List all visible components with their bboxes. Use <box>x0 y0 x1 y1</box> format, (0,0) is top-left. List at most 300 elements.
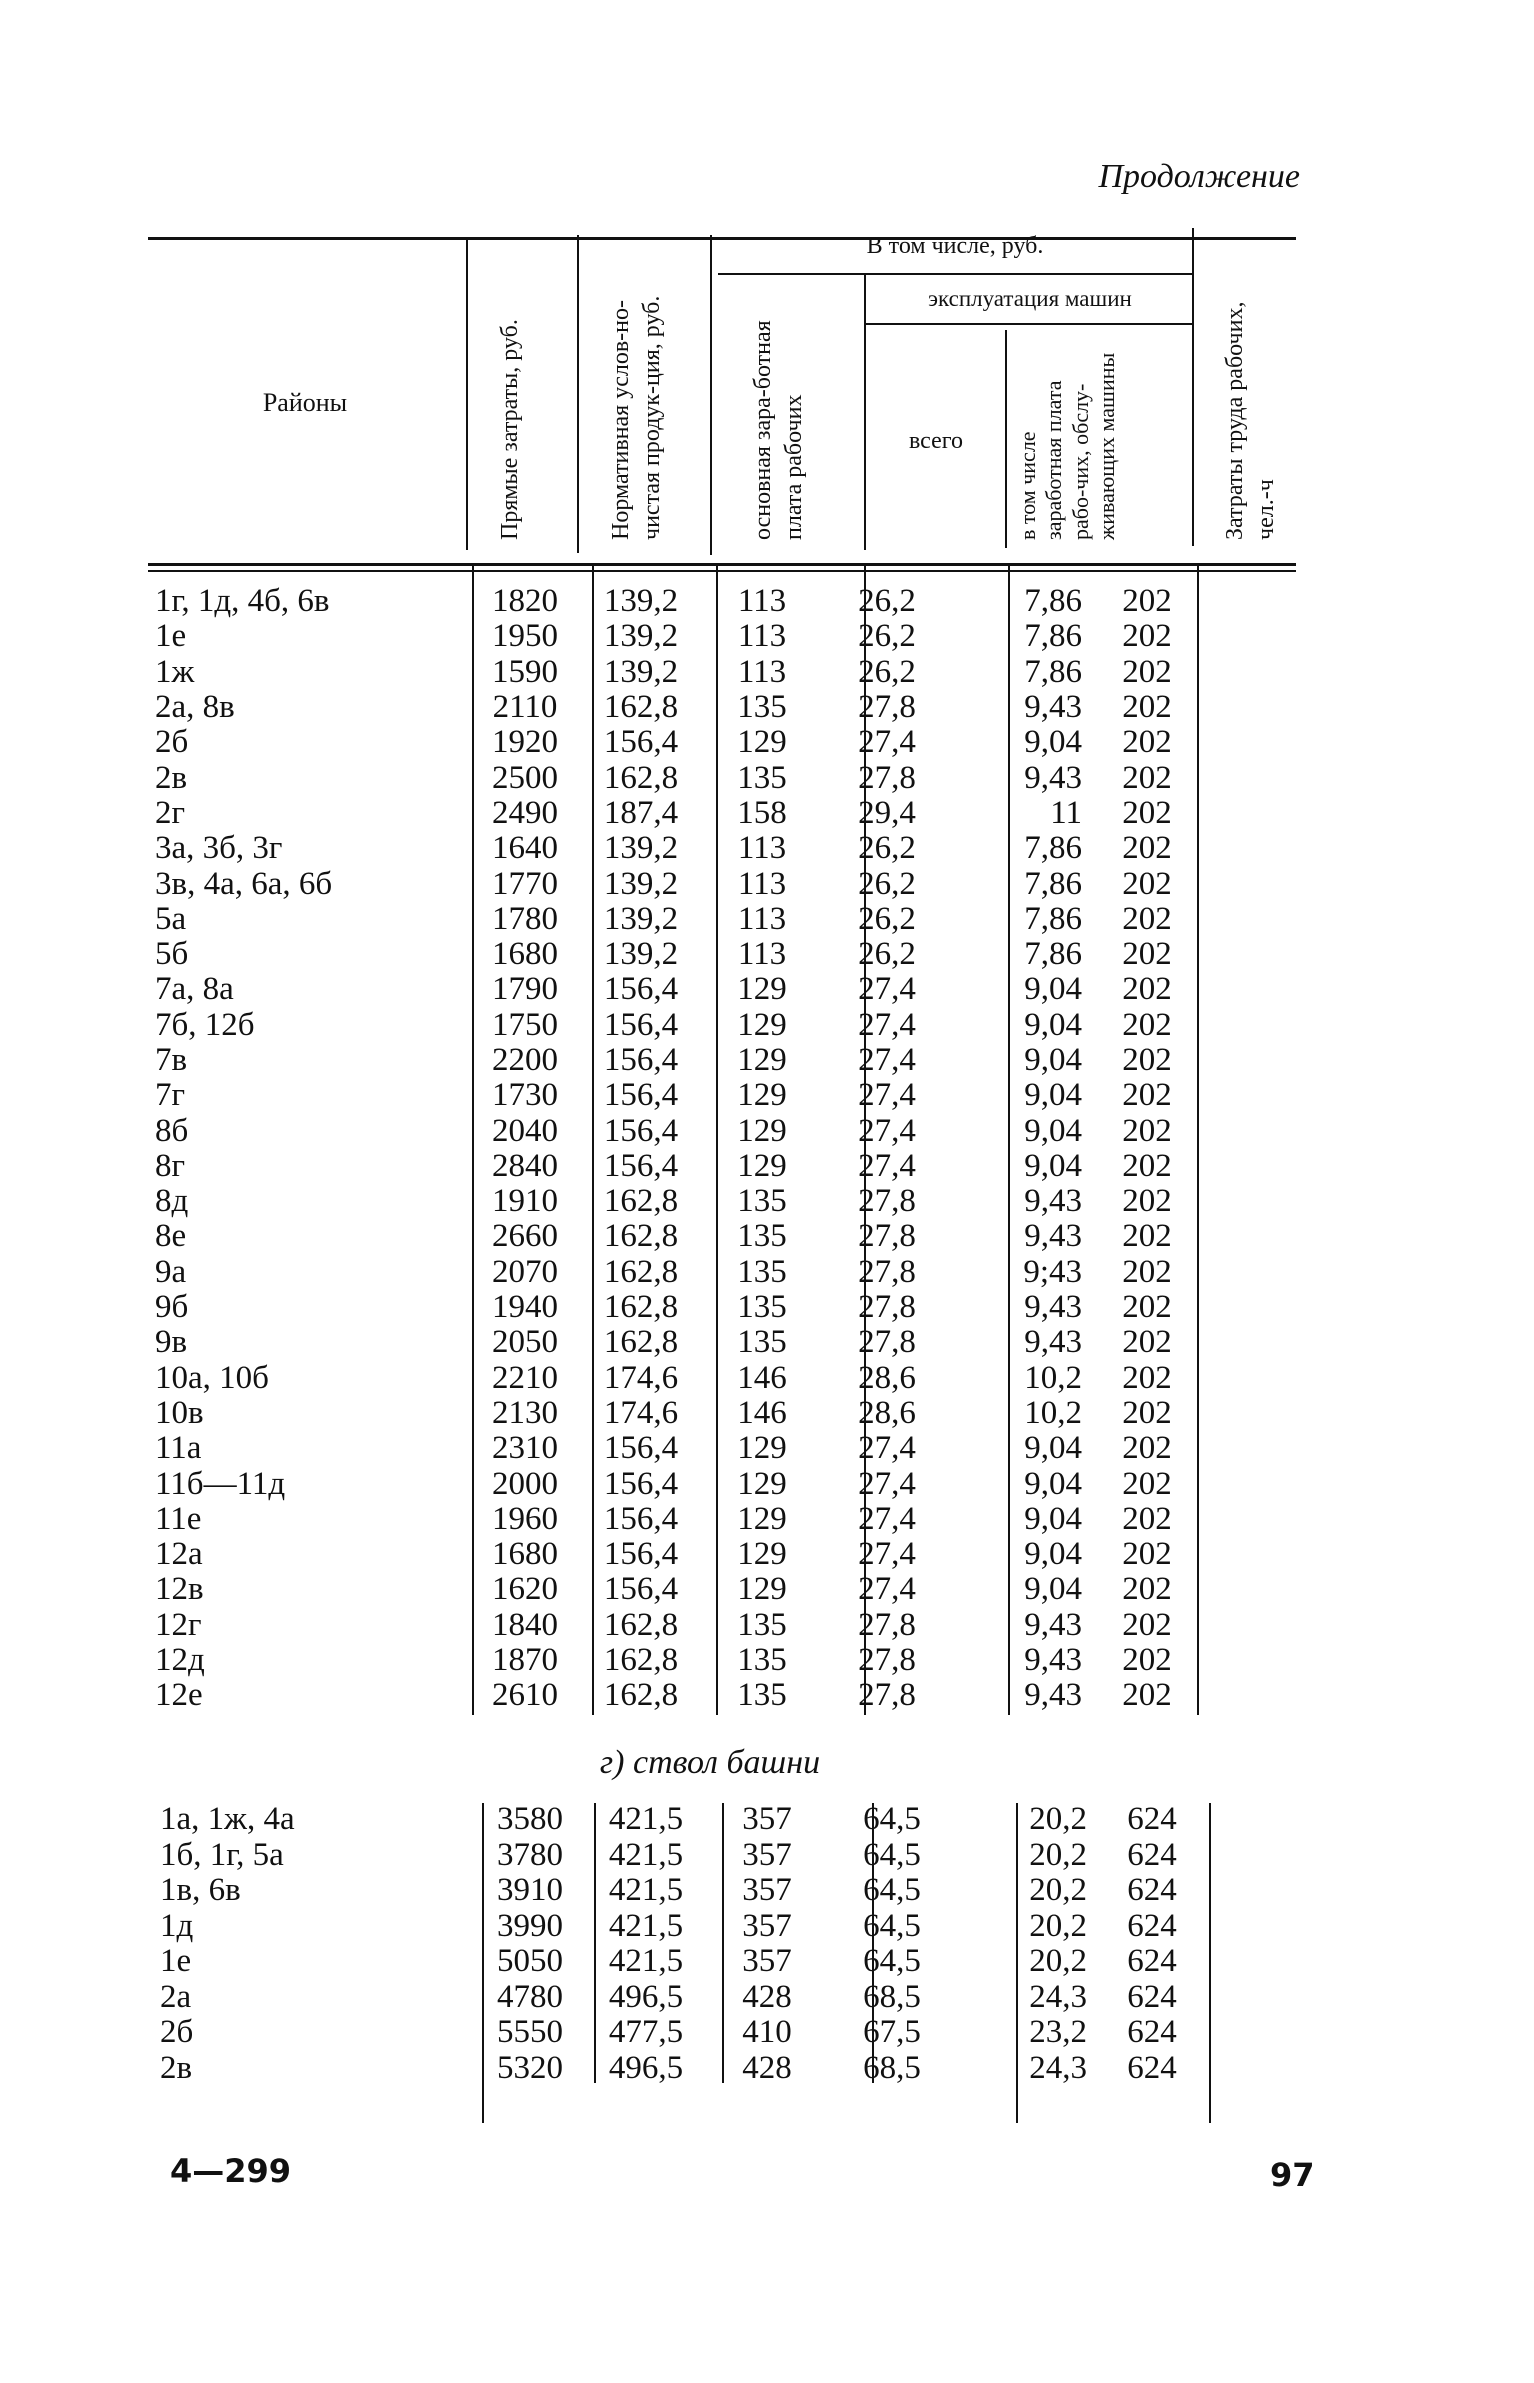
direct-costs-cell: 1950 <box>492 618 558 655</box>
machine-total-cell: 64,5 <box>863 1943 921 1980</box>
table-row <box>155 1431 1212 1466</box>
table-row <box>155 1043 1212 1078</box>
base-wage-cell: 135 <box>737 1183 787 1220</box>
normative-cell: 162,8 <box>603 689 679 726</box>
labor-cell: 202 <box>1122 1077 1172 1114</box>
labor-cell: 202 <box>1122 1147 1172 1184</box>
labor-cell: 202 <box>1122 1465 1172 1502</box>
normative-cell: 156,4 <box>603 1500 679 1537</box>
region-cell: 1б, 1г, 5а <box>160 1836 284 1873</box>
region-cell: 1д <box>160 1907 194 1944</box>
normative-cell: 496,5 <box>608 1978 684 2015</box>
base-wage-cell: 129 <box>737 1465 787 1502</box>
region-cell: 8е <box>155 1218 187 1255</box>
machine-wage-cell: 7,86 <box>1024 900 1082 937</box>
machine-wage-cell: 9,04 <box>1024 724 1082 761</box>
labor-cell: 202 <box>1122 830 1172 867</box>
labor-cell: 202 <box>1122 618 1172 655</box>
normative-cell: 496,5 <box>608 2049 684 2086</box>
direct-costs-cell: 1640 <box>492 830 558 867</box>
direct-costs-cell: 1820 <box>492 583 558 620</box>
table-row <box>155 1290 1212 1325</box>
table-row <box>160 1873 1217 1909</box>
direct-costs-cell: 1870 <box>492 1642 558 1679</box>
col-header-region: Районы <box>262 388 348 417</box>
machine-wage-cell: 9,04 <box>1024 971 1082 1008</box>
labor-cell: 624 <box>1127 2014 1177 2051</box>
labor-cell: 202 <box>1122 1324 1172 1361</box>
page-number: 97 <box>1270 2156 1315 2194</box>
table-row <box>155 1149 1212 1184</box>
labor-cell: 202 <box>1122 1289 1172 1326</box>
labor-cell: 202 <box>1122 1642 1172 1679</box>
hdr-vline-5 <box>1005 330 1007 548</box>
machine-total-cell: 27,4 <box>858 724 916 761</box>
normative-cell: 156,4 <box>603 1147 679 1184</box>
machine-total-cell: 27,4 <box>858 1571 916 1608</box>
machine-total-cell: 28,6 <box>858 1359 916 1396</box>
base-wage-cell: 113 <box>737 618 787 655</box>
normative-cell: 156,4 <box>603 1430 679 1467</box>
table-row <box>155 1502 1212 1537</box>
base-wage-cell: 113 <box>737 936 787 973</box>
region-cell: 2б <box>160 2014 194 2051</box>
normative-cell: 139,2 <box>603 865 679 902</box>
normative-cell: 156,4 <box>603 1006 679 1043</box>
table-row <box>155 584 1212 619</box>
table-section-1 <box>155 584 1212 1714</box>
direct-costs-cell: 2500 <box>492 759 558 796</box>
base-wage-cell: 113 <box>737 830 787 867</box>
machine-total-cell: 27,8 <box>858 1218 916 1255</box>
base-wage-cell: 357 <box>742 1943 792 1980</box>
region-cell: 9б <box>155 1289 189 1326</box>
direct-costs-cell: 2610 <box>492 1677 558 1714</box>
region-cell: 1а, 1ж, 4а <box>160 1801 295 1838</box>
table-row <box>155 831 1212 866</box>
machine-wage-cell: 9,04 <box>1024 1077 1082 1114</box>
normative-cell: 162,8 <box>603 1289 679 1326</box>
normative-cell: 162,8 <box>603 1253 679 1290</box>
machine-wage-cell: 9,43 <box>1024 1677 1082 1714</box>
machine-total-cell: 27,4 <box>858 971 916 1008</box>
incl-group-rule <box>718 273 1194 275</box>
region-cell: 7г <box>155 1077 186 1114</box>
direct-costs-cell: 1730 <box>492 1077 558 1114</box>
normative-cell: 156,4 <box>603 1536 679 1573</box>
region-cell: 2а, 8в <box>155 689 235 726</box>
table-row <box>160 1944 1217 1980</box>
region-cell: 8д <box>155 1183 189 1220</box>
table-row <box>155 1113 1212 1148</box>
direct-costs-cell: 2110 <box>492 689 558 726</box>
base-wage-cell: 146 <box>737 1394 787 1431</box>
table-row <box>160 1980 1217 2016</box>
direct-costs-cell: 2070 <box>492 1253 558 1290</box>
normative-cell: 156,4 <box>603 971 679 1008</box>
direct-costs-cell: 2840 <box>492 1147 558 1184</box>
table-row <box>155 1361 1212 1396</box>
base-wage-cell: 158 <box>737 794 787 831</box>
machine-total-cell: 27,8 <box>858 1289 916 1326</box>
base-wage-cell: 135 <box>737 1642 787 1679</box>
machine-wage-cell: 9,04 <box>1024 1500 1082 1537</box>
table-row <box>160 1909 1217 1945</box>
normative-cell: 421,5 <box>608 1907 684 1944</box>
machine-wage-cell: 20,2 <box>1029 1872 1087 1909</box>
table-row <box>155 690 1212 725</box>
region-cell: 12а <box>155 1536 203 1573</box>
labor-cell: 202 <box>1122 1606 1172 1643</box>
col-header-labor: Затраты труда рабочих, чел.-ч <box>1222 301 1280 540</box>
direct-costs-cell: 4780 <box>497 1978 563 2015</box>
labor-cell: 202 <box>1122 936 1172 973</box>
table-row <box>155 619 1212 654</box>
region-cell: 12г <box>155 1606 202 1643</box>
labor-cell: 202 <box>1122 794 1172 831</box>
col-header-machine-wage: в том числе заработная плата рабо-чих, обслу-живающих машины <box>1015 352 1120 540</box>
machine-wage-cell: 7,86 <box>1024 618 1082 655</box>
table-row <box>155 1325 1212 1360</box>
normative-cell: 187,4 <box>603 794 679 831</box>
region-cell: 8г <box>155 1147 186 1184</box>
direct-costs-cell: 1680 <box>492 936 558 973</box>
labor-cell: 202 <box>1122 1359 1172 1396</box>
machine-wage-cell: 9;43 <box>1023 1253 1082 1290</box>
labor-cell: 202 <box>1122 1500 1172 1537</box>
col-header-machine-op: эксплуатация машин <box>928 286 1132 311</box>
labor-cell: 202 <box>1122 1183 1172 1220</box>
normative-cell: 162,8 <box>603 1606 679 1643</box>
direct-costs-cell: 1920 <box>492 724 558 761</box>
base-wage-cell: 113 <box>737 900 787 937</box>
col-header-direct-costs: Прямые затраты, руб. <box>497 319 523 540</box>
labor-cell: 202 <box>1122 1042 1172 1078</box>
labor-cell: 202 <box>1122 689 1172 726</box>
base-wage-cell: 129 <box>737 1042 787 1078</box>
labor-cell: 202 <box>1122 1394 1172 1431</box>
table-row <box>155 866 1212 901</box>
machine-total-cell: 27,4 <box>858 1500 916 1537</box>
direct-costs-cell: 1750 <box>492 1006 558 1043</box>
direct-costs-cell: 5320 <box>497 2049 563 2086</box>
machine-wage-cell: 7,86 <box>1024 583 1082 620</box>
base-wage-cell: 135 <box>737 689 787 726</box>
region-cell: 2б <box>155 724 189 761</box>
table-row <box>155 972 1212 1007</box>
direct-costs-cell: 5050 <box>497 1943 563 1980</box>
normative-cell: 421,5 <box>608 1836 684 1873</box>
labor-cell: 624 <box>1127 1943 1177 1980</box>
labor-cell: 202 <box>1122 1218 1172 1255</box>
base-wage-cell: 135 <box>737 1677 787 1714</box>
machine-total-cell: 26,2 <box>858 583 916 620</box>
col-header-base-wage: основная зара-ботная плата рабочих <box>750 320 808 540</box>
machine-total-cell: 27,4 <box>858 1077 916 1114</box>
base-wage-cell: 129 <box>737 1006 787 1043</box>
machine-total-cell: 26,2 <box>858 830 916 867</box>
labor-cell: 624 <box>1127 1801 1177 1838</box>
labor-cell: 202 <box>1122 1253 1172 1290</box>
table-row <box>160 2051 1217 2087</box>
labor-cell: 202 <box>1122 900 1172 937</box>
machine-total-cell: 27,8 <box>858 1183 916 1220</box>
direct-costs-cell: 1590 <box>492 653 558 690</box>
table-row <box>155 725 1212 760</box>
machine-total-cell: 64,5 <box>863 1872 921 1909</box>
base-wage-cell: 113 <box>737 653 787 690</box>
base-wage-cell: 129 <box>737 1077 787 1114</box>
machine-total-cell: 27,8 <box>858 1253 916 1290</box>
region-cell: 3а, 3б, 3г <box>155 830 283 867</box>
table-row <box>160 2015 1217 2051</box>
base-wage-cell: 410 <box>742 2014 792 2051</box>
table-row <box>155 796 1212 831</box>
machine-total-cell: 26,2 <box>858 618 916 655</box>
machine-total-cell: 27,8 <box>858 1324 916 1361</box>
machine-total-cell: 27,4 <box>858 1536 916 1573</box>
direct-costs-cell: 2490 <box>492 794 558 831</box>
normative-cell: 162,8 <box>603 1324 679 1361</box>
direct-costs-cell: 2200 <box>492 1042 558 1078</box>
machine-total-cell: 26,2 <box>858 653 916 690</box>
direct-costs-cell: 5550 <box>497 2014 563 2051</box>
table-row <box>155 1219 1212 1254</box>
normative-cell: 156,4 <box>603 1112 679 1149</box>
normative-cell: 156,4 <box>603 1465 679 1502</box>
table-row <box>155 937 1212 972</box>
direct-costs-cell: 2660 <box>492 1218 558 1255</box>
col-header-normative: Нормативная услов-но-чистая продук-ция, руб. <box>608 295 666 540</box>
normative-cell: 162,8 <box>603 1642 679 1679</box>
direct-costs-cell: 2000 <box>492 1465 558 1502</box>
continuation-note: Продолжение <box>1098 158 1300 195</box>
normative-cell: 139,2 <box>603 618 679 655</box>
machine-wage-cell: 9,04 <box>1024 1430 1082 1467</box>
machine-wage-cell: 7,86 <box>1024 653 1082 690</box>
machine-total-cell: 27,4 <box>858 1465 916 1502</box>
base-wage-cell: 357 <box>742 1872 792 1909</box>
machine-wage-cell: 20,2 <box>1029 1801 1087 1838</box>
machine-total-cell: 27,4 <box>858 1430 916 1467</box>
region-cell: 12е <box>155 1677 203 1714</box>
direct-costs-cell: 1940 <box>492 1289 558 1326</box>
region-cell: 1в, 6в <box>160 1872 241 1909</box>
machine-wage-cell: 9,43 <box>1024 689 1082 726</box>
machine-wage-cell: 20,2 <box>1029 1836 1087 1873</box>
table-row <box>160 1802 1217 1838</box>
normative-cell: 477,5 <box>608 2014 684 2051</box>
base-wage-cell: 113 <box>737 583 787 620</box>
normative-cell: 162,8 <box>603 1218 679 1255</box>
machine-total-cell: 27,8 <box>858 689 916 726</box>
machine-wage-cell: 20,2 <box>1029 1907 1087 1944</box>
region-cell: 2в <box>155 759 188 796</box>
direct-costs-cell: 2050 <box>492 1324 558 1361</box>
hdr-vline-1 <box>466 240 468 550</box>
region-cell: 9а <box>155 1253 187 1290</box>
normative-cell: 156,4 <box>603 1571 679 1608</box>
direct-costs-cell: 1790 <box>492 971 558 1008</box>
machine-total-cell: 64,5 <box>863 1836 921 1873</box>
normative-cell: 139,2 <box>603 936 679 973</box>
table-row <box>155 1572 1212 1607</box>
region-cell: 1ж <box>155 653 195 690</box>
hdr-vline-3 <box>710 235 712 555</box>
machine-wage-cell: 9,04 <box>1024 1571 1082 1608</box>
labor-cell: 624 <box>1127 1872 1177 1909</box>
normative-cell: 421,5 <box>608 1801 684 1838</box>
machine-total-cell: 68,5 <box>863 1978 921 2015</box>
machine-wage-cell: 9,04 <box>1024 1112 1082 1149</box>
region-cell: 5б <box>155 936 189 973</box>
normative-cell: 139,2 <box>603 900 679 937</box>
machine-total-cell: 67,5 <box>863 2014 921 2051</box>
table-row <box>155 1008 1212 1043</box>
machine-total-cell: 26,2 <box>858 936 916 973</box>
machine-wage-cell: 9,43 <box>1024 1218 1082 1255</box>
direct-costs-cell: 2210 <box>492 1359 558 1396</box>
table-row <box>155 1643 1212 1678</box>
machine-wage-cell: 9,43 <box>1024 1642 1082 1679</box>
machine-total-cell: 26,2 <box>858 900 916 937</box>
machine-total-cell: 27,4 <box>858 1006 916 1043</box>
region-cell: 10а, 10б <box>155 1359 269 1396</box>
region-cell: 2а <box>160 1978 192 2015</box>
machine-wage-cell: 9,04 <box>1024 1465 1082 1502</box>
labor-cell: 202 <box>1122 971 1172 1008</box>
normative-cell: 421,5 <box>608 1872 684 1909</box>
region-cell: 7в <box>155 1042 188 1078</box>
base-wage-cell: 146 <box>737 1359 787 1396</box>
labor-cell: 202 <box>1122 865 1172 902</box>
base-wage-cell: 129 <box>737 1500 787 1537</box>
machine-wage-cell: 11 <box>1050 794 1082 831</box>
hdr-vline-2 <box>577 235 579 553</box>
table-row <box>155 1184 1212 1219</box>
machine-wage-cell: 10,2 <box>1024 1394 1082 1431</box>
normative-cell: 174,6 <box>603 1394 679 1431</box>
table-row <box>155 1396 1212 1431</box>
machine-wage-cell: 24,3 <box>1029 2049 1087 2086</box>
base-wage-cell: 357 <box>742 1907 792 1944</box>
table-row <box>155 902 1212 937</box>
base-wage-cell: 135 <box>737 759 787 796</box>
machine-total-cell: 27,8 <box>858 759 916 796</box>
base-wage-cell: 113 <box>737 865 787 902</box>
base-wage-cell: 357 <box>742 1801 792 1838</box>
region-cell: 2в <box>160 2049 193 2086</box>
base-wage-cell: 135 <box>737 1253 787 1290</box>
labor-cell: 202 <box>1122 1112 1172 1149</box>
machine-total-cell: 64,5 <box>863 1907 921 1944</box>
base-wage-cell: 129 <box>737 1536 787 1573</box>
labor-cell: 624 <box>1127 1907 1177 1944</box>
hdr-vline-4 <box>864 275 866 550</box>
base-wage-cell: 428 <box>742 2049 792 2086</box>
machine-total-cell: 64,5 <box>863 1801 921 1838</box>
normative-cell: 162,8 <box>603 1677 679 1714</box>
machine-total-cell: 27,8 <box>858 1677 916 1714</box>
printer-signature: 4—299 <box>170 2152 292 2190</box>
labor-cell: 202 <box>1122 724 1172 761</box>
region-cell: 2г <box>155 794 186 831</box>
region-cell: 1г, 1д, 4б, 6в <box>155 583 330 620</box>
normative-cell: 139,2 <box>603 653 679 690</box>
table-section-2 <box>160 1802 1217 2086</box>
machine-wage-cell: 9,04 <box>1024 1006 1082 1043</box>
normative-cell: 139,2 <box>603 583 679 620</box>
direct-costs-cell: 3910 <box>497 1872 563 1909</box>
base-wage-cell: 135 <box>737 1606 787 1643</box>
normative-cell: 156,4 <box>603 1042 679 1078</box>
labor-cell: 624 <box>1127 1978 1177 2015</box>
base-wage-cell: 129 <box>737 1571 787 1608</box>
labor-cell: 202 <box>1122 1430 1172 1467</box>
base-wage-cell: 129 <box>737 1112 787 1149</box>
table-row <box>155 655 1212 690</box>
base-wage-cell: 135 <box>737 1289 787 1326</box>
region-cell: 8б <box>155 1112 189 1149</box>
table-row <box>155 1078 1212 1113</box>
direct-costs-cell: 1620 <box>492 1571 558 1608</box>
col-header-incl-group: В том числе, руб. <box>866 233 1044 259</box>
direct-costs-cell: 1910 <box>492 1183 558 1220</box>
col-header-machine-total: всего <box>908 428 964 454</box>
table-row <box>155 760 1212 795</box>
machine-wage-cell: 9,04 <box>1024 1042 1082 1078</box>
region-cell: 10в <box>155 1394 204 1431</box>
direct-costs-cell: 1960 <box>492 1500 558 1537</box>
region-cell: 3в, 4а, 6а, 6б <box>155 865 333 902</box>
labor-cell: 202 <box>1122 1571 1172 1608</box>
machine-total-cell: 26,2 <box>858 865 916 902</box>
machine-group-rule <box>866 323 1194 325</box>
direct-costs-cell: 3990 <box>497 1907 563 1944</box>
direct-costs-cell: 3780 <box>497 1836 563 1873</box>
labor-cell: 624 <box>1127 1836 1177 1873</box>
machine-wage-cell: 9,43 <box>1024 1324 1082 1361</box>
labor-cell: 202 <box>1122 1677 1172 1714</box>
table-row <box>155 1466 1212 1501</box>
machine-wage-cell: 24,3 <box>1029 1978 1087 2015</box>
machine-wage-cell: 9,43 <box>1024 1183 1082 1220</box>
base-wage-cell: 357 <box>742 1836 792 1873</box>
base-wage-cell: 428 <box>742 1978 792 2015</box>
region-cell: 11б—11д <box>155 1465 286 1502</box>
direct-costs-cell: 2040 <box>492 1112 558 1149</box>
labor-cell: 624 <box>1127 2049 1177 2086</box>
base-wage-cell: 135 <box>737 1324 787 1361</box>
region-cell: 1е <box>155 618 187 655</box>
labor-cell: 202 <box>1122 653 1172 690</box>
table-row <box>160 1838 1217 1874</box>
normative-cell: 156,4 <box>603 1077 679 1114</box>
machine-total-cell: 27,4 <box>858 1147 916 1184</box>
normative-cell: 162,8 <box>603 1183 679 1220</box>
table-row <box>155 1255 1212 1290</box>
normative-cell: 139,2 <box>603 830 679 867</box>
machine-wage-cell: 23,2 <box>1029 2014 1087 2051</box>
machine-wage-cell: 9,43 <box>1024 759 1082 796</box>
section-2-title: г) ствол башни <box>599 1744 821 1781</box>
machine-wage-cell: 7,86 <box>1024 865 1082 902</box>
region-cell: 12д <box>155 1642 205 1679</box>
machine-total-cell: 68,5 <box>863 2049 921 2086</box>
direct-costs-cell: 1840 <box>492 1606 558 1643</box>
region-cell: 12в <box>155 1571 204 1608</box>
machine-total-cell: 27,8 <box>858 1642 916 1679</box>
